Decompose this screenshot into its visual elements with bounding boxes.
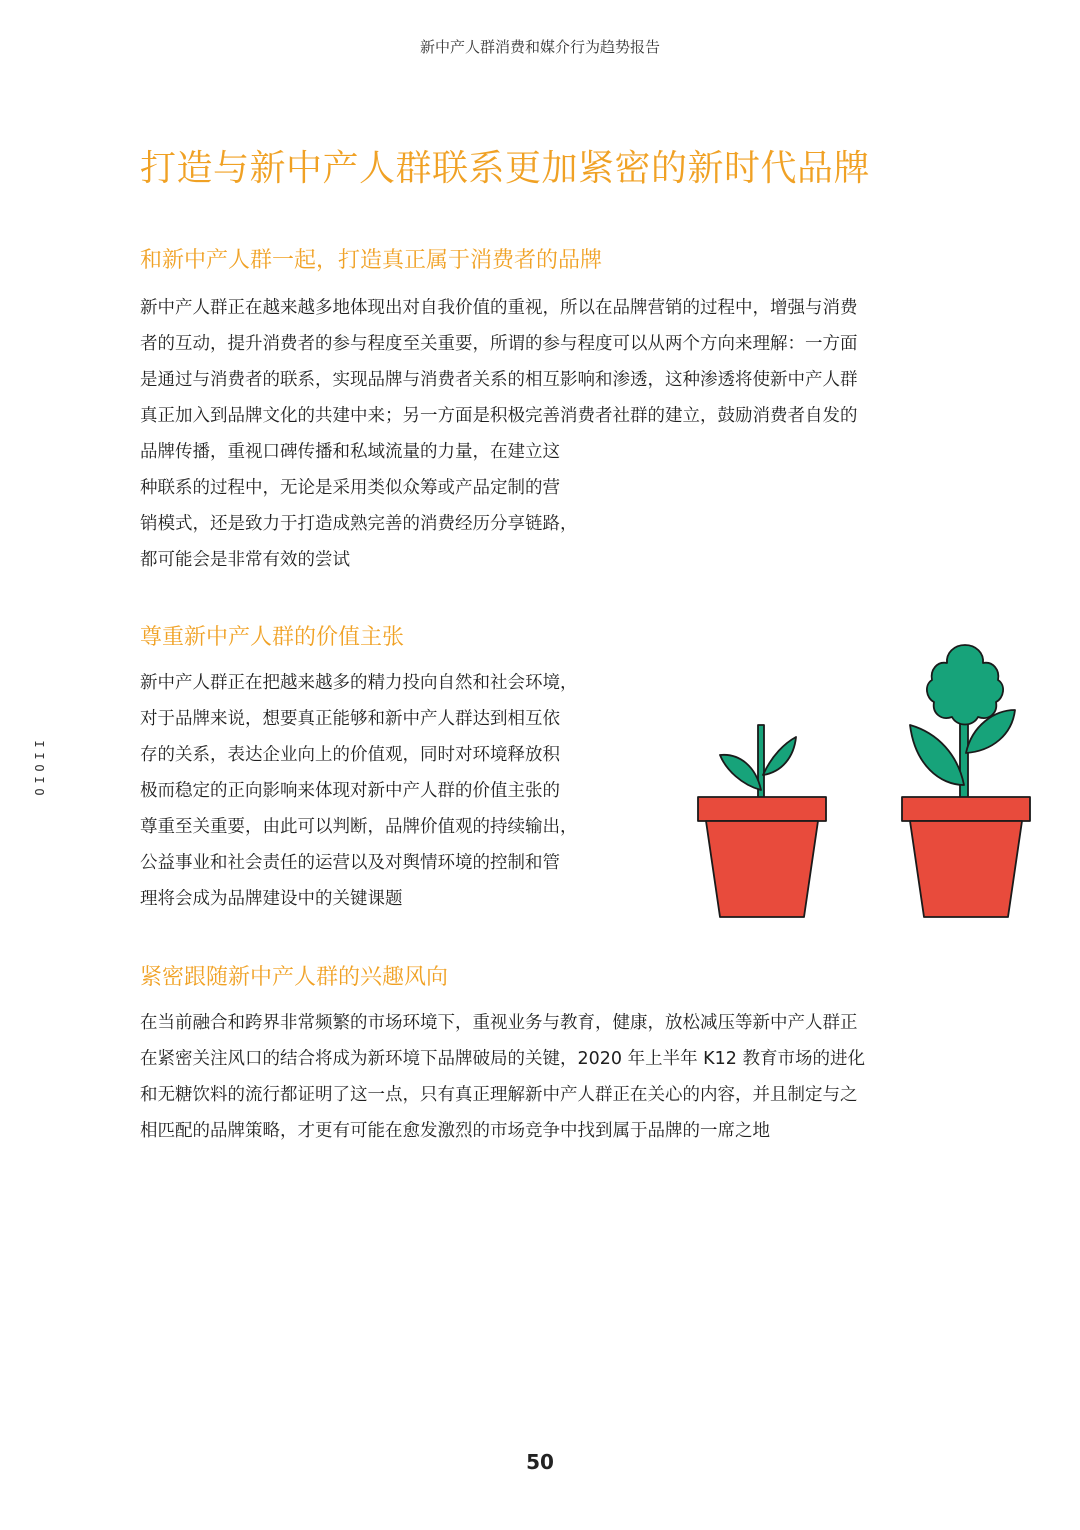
body-line: 尊重至关重要，由此可以判断，品牌价值观的持续输出， [140, 817, 578, 837]
body-line: 对于品牌来说，想要真正能够和新中产人群达到相互依 [140, 709, 560, 729]
body-line: 在紧密关注风口的结合将成为新环境下品牌破局的关键，2020 年上半年 K12 教育市场的进化 [140, 1049, 865, 1069]
side-mark-char: I [32, 776, 46, 784]
body-line: 者的互动，提升消费者的参与程度至关重要，所谓的参与程度可以从两个方向来理解：一方面 [140, 334, 858, 354]
tall-plant-icon [910, 645, 1015, 802]
body-line: 销模式，还是致力于打造成熟完善的消费经历分享链路， [140, 514, 578, 534]
body-line: 在当前融合和跨界非常频繁的市场环境下，重视业务与教育，健康，放松减压等新中产人群正 [140, 1013, 858, 1033]
body-line: 相匹配的品牌策略，才更有可能在愈发激烈的市场竞争中找到属于品牌的一席之地 [140, 1121, 770, 1141]
body-line: 理将会成为品牌建设中的关键课题 [140, 889, 403, 909]
body-line: 新中产人群正在越来越多地体现出对自我价值的重视，所以在品牌营销的过程中，增强与消费 [140, 298, 858, 318]
running-header: 新中产人群消费和媒介行为趋势报告 [419, 38, 660, 56]
section-heading-3: 紧密跟随新中产人群的兴趣风向 [140, 965, 449, 990]
body-line: 极而稳定的正向影响来体现对新中产人群的价值主张的 [140, 781, 560, 801]
body-line: 种联系的过程中，无论是采用类似众筹或产品定制的营 [140, 478, 560, 498]
body-line: 新中产人群正在把越来越多的精力投向自然和社会环境， [140, 673, 578, 693]
body-line: 公益事业和社会责任的运营以及对舆情环境的控制和管 [140, 853, 560, 873]
side-mark-char: I [32, 752, 46, 760]
side-mark-char: I [32, 740, 46, 748]
body-line: 都可能会是非常有效的尝试 [140, 550, 350, 570]
body-line: 存的关系，表达企业向上的价值观，同时对环境释放积 [140, 745, 560, 765]
section-heading-1: 和新中产人群一起，打造真正属于消费者的品牌 [140, 248, 603, 273]
side-mark-char: O [32, 764, 46, 772]
small-plant-icon [720, 725, 796, 800]
section-body-3 [140, 1005, 865, 1149]
section-body-2 [140, 665, 578, 917]
body-line: 是通过与消费者的联系，实现品牌与消费者关系的相互影响和渗透，这种渗透将使新中产人群 [140, 370, 858, 390]
potted-plants-icon [690, 635, 1040, 925]
side-binary-mark [32, 738, 46, 798]
body-line: 真正加入到品牌文化的共建中来；另一方面是积极完善消费者社群的建立，鼓励消费者自发的 [140, 406, 858, 426]
large-pot-icon [902, 797, 1030, 917]
body-line: 和无糖饮料的流行都证明了这一点，只有真正理解新中产人群正在关心的内容，并且制定与之 [140, 1085, 858, 1105]
small-pot-icon [698, 797, 826, 917]
section-heading-2: 尊重新中产人群的价值主张 [140, 625, 405, 650]
section-body-1 [140, 290, 858, 578]
page-number: 50 [526, 1450, 554, 1474]
body-line: 品牌传播，重视口碑传播和私域流量的力量，在建立这 [140, 442, 560, 462]
page-title: 打造与新中产人群联系更加紧密的新时代品牌 [140, 148, 871, 189]
side-mark-char: O [32, 788, 46, 796]
